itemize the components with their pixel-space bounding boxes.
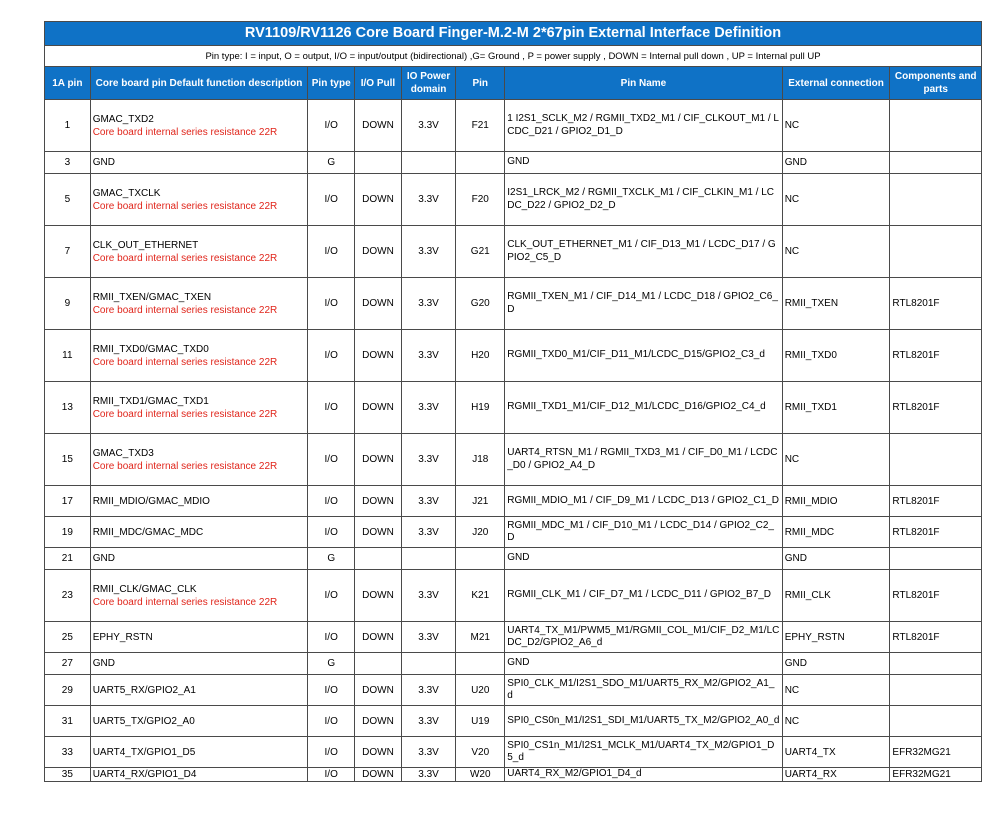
pin-name-cell: UART4_RX_M2/GPIO1_D4_d	[505, 768, 782, 782]
table-row	[45, 152, 982, 174]
external-connection-cell: NC	[782, 226, 890, 278]
io-pull-cell	[355, 152, 402, 174]
header-pin-type: Pin type	[308, 67, 355, 100]
power-domain-cell: 3.3V	[401, 675, 455, 706]
function-name: CLK_OUT_ETHERNET	[92, 239, 199, 251]
pin-type-cell: I/O	[308, 622, 355, 653]
pin-cell: W20	[456, 768, 505, 782]
function-name: RMII_TXEN/GMAC_TXEN	[92, 291, 212, 303]
table-row	[45, 226, 982, 278]
function-description-cell	[90, 548, 308, 570]
io-pull-cell: DOWN	[355, 570, 402, 622]
pin-number-cell: 15	[45, 434, 91, 486]
pin-type-cell: G	[308, 653, 355, 675]
components-cell	[890, 548, 982, 570]
pin-name-cell: GND	[505, 653, 782, 675]
function-description-cell	[90, 737, 308, 768]
pin-type-cell: I/O	[308, 226, 355, 278]
external-connection-cell: RMII_MDC	[782, 517, 890, 548]
pin-name-cell: RGMII_TXD0_M1/CIF_D11_M1/LCDC_D15/GPIO2_C3_d	[505, 330, 782, 382]
power-domain-cell: 3.3V	[401, 622, 455, 653]
components-cell: RTL8201F	[890, 382, 982, 434]
external-connection-cell: UART4_RX	[782, 768, 890, 782]
external-connection-cell: RMII_TXD1	[782, 382, 890, 434]
components-cell	[890, 174, 982, 226]
pin-cell: G20	[456, 278, 505, 330]
external-connection-cell: GND	[782, 152, 890, 174]
table-row	[45, 570, 982, 622]
function-name: UART4_TX/GPIO1_D5	[92, 746, 196, 758]
pin-cell: K21	[456, 570, 505, 622]
pin-type-cell: I/O	[308, 570, 355, 622]
io-pull-cell: DOWN	[355, 174, 402, 226]
table-row	[45, 622, 982, 653]
io-pull-cell: DOWN	[355, 622, 402, 653]
pin-type-cell: I/O	[308, 768, 355, 782]
io-pull-cell	[355, 653, 402, 675]
pin-cell: J18	[456, 434, 505, 486]
function-name: RMII_TXD0/GMAC_TXD0	[92, 343, 209, 355]
function-name: RMII_MDC/GMAC_MDC	[92, 526, 204, 538]
function-description-cell	[90, 768, 308, 782]
external-connection-cell: EPHY_RSTN	[782, 622, 890, 653]
components-cell	[890, 653, 982, 675]
pin-type-cell: I/O	[308, 100, 355, 152]
io-pull-cell: DOWN	[355, 737, 402, 768]
external-connection-cell: NC	[782, 675, 890, 706]
function-description-cell	[90, 675, 308, 706]
pin-number-cell: 9	[45, 278, 91, 330]
pin-type-cell: G	[308, 548, 355, 570]
components-cell: RTL8201F	[890, 330, 982, 382]
pin-name-cell: SPI0_CS1n_M1/I2S1_MCLK_M1/UART4_TX_M2/GPIO1_D5_d	[505, 737, 782, 768]
function-name: EPHY_RSTN	[92, 631, 153, 643]
pin-type-cell: I/O	[308, 278, 355, 330]
power-domain-cell: 3.3V	[401, 278, 455, 330]
power-domain-cell: 3.3V	[401, 226, 455, 278]
header-description: Core board pin Default function description	[90, 67, 308, 100]
io-pull-cell: DOWN	[355, 226, 402, 278]
io-pull-cell: DOWN	[355, 100, 402, 152]
function-name: UART5_TX/GPIO2_A0	[92, 715, 195, 727]
table-row	[45, 174, 982, 226]
series-resistance-note: Core board internal series resistance 22R	[92, 304, 278, 316]
power-domain-cell: 3.3V	[401, 570, 455, 622]
function-description-cell	[90, 622, 308, 653]
function-description-cell	[90, 570, 308, 622]
pin-cell: F21	[456, 100, 505, 152]
table-row	[45, 434, 982, 486]
header-pin: Pin	[456, 67, 505, 100]
components-cell	[890, 152, 982, 174]
pin-number-cell: 3	[45, 152, 91, 174]
pin-type-cell: I/O	[308, 486, 355, 517]
pin-cell: J20	[456, 517, 505, 548]
power-domain-cell	[401, 548, 455, 570]
pin-type-cell: I/O	[308, 706, 355, 737]
header-io-pull: I/O Pull	[355, 67, 402, 100]
pin-name-cell: RGMII_TXEN_M1 / CIF_D14_M1 / LCDC_D18 / GPIO2_C6_D	[505, 278, 782, 330]
function-description-cell	[90, 152, 308, 174]
components-cell	[890, 434, 982, 486]
pin-type-cell: I/O	[308, 330, 355, 382]
pin-name-cell: RGMII_MDIO_M1 / CIF_D9_M1 / LCDC_D13 / GPIO2_C1_D	[505, 486, 782, 517]
table-row	[45, 768, 982, 782]
power-domain-cell: 3.3V	[401, 174, 455, 226]
header-1a-pin: 1A pin	[45, 67, 91, 100]
pin-cell	[456, 653, 505, 675]
series-resistance-note: Core board internal series resistance 22R	[92, 408, 278, 420]
power-domain-cell: 3.3V	[401, 486, 455, 517]
pin-cell: U20	[456, 675, 505, 706]
pin-name-cell: RGMII_MDC_M1 / CIF_D10_M1 / LCDC_D14 / GPIO2_C2_D	[505, 517, 782, 548]
series-resistance-note: Core board internal series resistance 22R	[92, 460, 278, 472]
pin-number-cell: 33	[45, 737, 91, 768]
pin-number-cell: 35	[45, 768, 91, 782]
function-name: RMII_MDIO/GMAC_MDIO	[92, 495, 210, 507]
header-components: Components and parts	[890, 67, 982, 100]
series-resistance-note: Core board internal series resistance 22R	[92, 126, 278, 138]
pin-cell	[456, 152, 505, 174]
function-description-cell	[90, 517, 308, 548]
pin-cell: U19	[456, 706, 505, 737]
external-connection-cell: NC	[782, 434, 890, 486]
pin-name-cell: SPI0_CLK_M1/I2S1_SDO_M1/UART5_RX_M2/GPIO2_A1_d	[505, 675, 782, 706]
external-connection-cell: GND	[782, 653, 890, 675]
io-pull-cell: DOWN	[355, 330, 402, 382]
function-description-cell	[90, 653, 308, 675]
power-domain-cell: 3.3V	[401, 768, 455, 782]
io-pull-cell: DOWN	[355, 517, 402, 548]
external-connection-cell: RMII_TXD0	[782, 330, 890, 382]
pin-number-cell: 11	[45, 330, 91, 382]
interface-definition-table	[44, 21, 982, 782]
external-connection-cell: NC	[782, 174, 890, 226]
table-title: RV1109/RV1126 Core Board Finger-M.2-M 2*67pin External Interface Definition	[45, 22, 982, 46]
components-cell: RTL8201F	[890, 486, 982, 517]
function-name: UART4_RX/GPIO1_D4	[92, 769, 197, 780]
pin-number-cell: 1	[45, 100, 91, 152]
function-name: RMII_CLK/GMAC_CLK	[92, 583, 197, 595]
power-domain-cell: 3.3V	[401, 330, 455, 382]
series-resistance-note: Core board internal series resistance 22R	[92, 252, 278, 264]
table-row	[45, 382, 982, 434]
function-description-cell	[90, 330, 308, 382]
pin-name-cell: RGMII_TXD1_M1/CIF_D12_M1/LCDC_D16/GPIO2_C4_d	[505, 382, 782, 434]
function-name: GMAC_TXD3	[92, 447, 154, 459]
table-row	[45, 675, 982, 706]
function-name: RMII_TXD1/GMAC_TXD1	[92, 395, 209, 407]
io-pull-cell: DOWN	[355, 382, 402, 434]
pin-number-cell: 29	[45, 675, 91, 706]
pin-number-cell: 7	[45, 226, 91, 278]
components-cell: RTL8201F	[890, 278, 982, 330]
header-external-connection: External connection	[782, 67, 890, 100]
pin-name-cell: UART4_RTSN_M1 / RGMII_TXD3_M1 / CIF_D0_M1 / LCDC_D0 / GPIO2_A4_D	[505, 434, 782, 486]
pin-number-cell: 5	[45, 174, 91, 226]
io-pull-cell: DOWN	[355, 768, 402, 782]
external-connection-cell: UART4_TX	[782, 737, 890, 768]
table-row	[45, 653, 982, 675]
io-pull-cell: DOWN	[355, 706, 402, 737]
header-pin-name: Pin Name	[505, 67, 782, 100]
table-row	[45, 548, 982, 570]
pin-cell: G21	[456, 226, 505, 278]
function-description-cell	[90, 706, 308, 737]
components-cell: RTL8201F	[890, 570, 982, 622]
function-name: GND	[92, 157, 115, 168]
header-power-domain: IO Power domain	[401, 67, 455, 100]
io-pull-cell: DOWN	[355, 675, 402, 706]
io-pull-cell: DOWN	[355, 278, 402, 330]
pin-number-cell: 25	[45, 622, 91, 653]
pin-number-cell: 21	[45, 548, 91, 570]
pin-cell: V20	[456, 737, 505, 768]
function-description-cell	[90, 226, 308, 278]
function-description-cell	[90, 174, 308, 226]
pin-name-cell: UART4_TX_M1/PWM5_M1/RGMII_COL_M1/CIF_D2_M1/LCDC_D2/GPIO2_A6_d	[505, 622, 782, 653]
power-domain-cell: 3.3V	[401, 706, 455, 737]
series-resistance-note: Core board internal series resistance 22R	[92, 596, 278, 608]
pin-name-cell: I2S1_LRCK_M2 / RGMII_TXCLK_M1 / CIF_CLKIN_M1 / LCDC_D22 / GPIO2_D2_D	[505, 174, 782, 226]
function-name: GMAC_TXD2	[92, 113, 154, 125]
function-description-cell	[90, 278, 308, 330]
pin-type-cell: I/O	[308, 434, 355, 486]
external-connection-cell: RMII_TXEN	[782, 278, 890, 330]
series-resistance-note: Core board internal series resistance 22R	[92, 356, 278, 368]
series-resistance-note: Core board internal series resistance 22R	[92, 200, 278, 212]
pin-type-cell: I/O	[308, 382, 355, 434]
components-cell	[890, 226, 982, 278]
pin-name-cell: 1 I2S1_SCLK_M2 / RGMII_TXD2_M1 / CIF_CLKOUT_M1 / LCDC_D21 / GPIO2_D1_D	[505, 100, 782, 152]
pin-number-cell: 17	[45, 486, 91, 517]
components-cell: EFR32MG21	[890, 737, 982, 768]
function-name: GND	[92, 658, 115, 669]
components-cell	[890, 675, 982, 706]
pin-type-legend: Pin type: I = input, O = output, I/O = input/output (bidirectional) ,G= Ground , P = power supply , DOWN = Internal pull down , UP = Internal pull UP	[45, 46, 982, 67]
power-domain-cell: 3.3V	[401, 517, 455, 548]
power-domain-cell: 3.3V	[401, 434, 455, 486]
power-domain-cell	[401, 653, 455, 675]
pin-name-cell: SPI0_CS0n_M1/I2S1_SDI_M1/UART5_TX_M2/GPIO2_A0_d	[505, 706, 782, 737]
power-domain-cell	[401, 152, 455, 174]
pin-cell: H20	[456, 330, 505, 382]
power-domain-cell: 3.3V	[401, 382, 455, 434]
pin-number-cell: 23	[45, 570, 91, 622]
pin-cell: F20	[456, 174, 505, 226]
pin-type-cell: G	[308, 152, 355, 174]
function-description-cell	[90, 100, 308, 152]
pin-number-cell: 27	[45, 653, 91, 675]
io-pull-cell	[355, 548, 402, 570]
components-cell: EFR32MG21	[890, 768, 982, 782]
pin-type-cell: I/O	[308, 517, 355, 548]
pin-cell: H19	[456, 382, 505, 434]
function-description-cell	[90, 434, 308, 486]
external-connection-cell: RMII_CLK	[782, 570, 890, 622]
external-connection-cell: NC	[782, 100, 890, 152]
power-domain-cell: 3.3V	[401, 737, 455, 768]
pin-name-cell: CLK_OUT_ETHERNET_M1 / CIF_D13_M1 / LCDC_D17 / GPIO2_C5_D	[505, 226, 782, 278]
pin-number-cell: 13	[45, 382, 91, 434]
pin-cell: M21	[456, 622, 505, 653]
pin-number-cell: 19	[45, 517, 91, 548]
components-cell	[890, 706, 982, 737]
function-name: GND	[92, 553, 115, 564]
pin-cell: J21	[456, 486, 505, 517]
pin-name-cell: GND	[505, 548, 782, 570]
external-connection-cell: NC	[782, 706, 890, 737]
function-name: GMAC_TXCLK	[92, 187, 161, 199]
function-description-cell	[90, 382, 308, 434]
pin-name-cell: GND	[505, 152, 782, 174]
table-row	[45, 517, 982, 548]
table-row	[45, 486, 982, 517]
external-connection-cell: RMII_MDIO	[782, 486, 890, 517]
table-row	[45, 100, 982, 152]
table-row	[45, 737, 982, 768]
components-cell: RTL8201F	[890, 622, 982, 653]
pin-cell	[456, 548, 505, 570]
components-cell	[890, 100, 982, 152]
components-cell: RTL8201F	[890, 517, 982, 548]
power-domain-cell: 3.3V	[401, 100, 455, 152]
external-connection-cell: GND	[782, 548, 890, 570]
pin-number-cell: 31	[45, 706, 91, 737]
pin-name-cell: RGMII_CLK_M1 / CIF_D7_M1 / LCDC_D11 / GPIO2_B7_D	[505, 570, 782, 622]
function-description-cell	[90, 486, 308, 517]
table-row	[45, 330, 982, 382]
pin-type-cell: I/O	[308, 675, 355, 706]
table-row	[45, 706, 982, 737]
io-pull-cell: DOWN	[355, 434, 402, 486]
function-name: UART5_RX/GPIO2_A1	[92, 684, 196, 696]
io-pull-cell: DOWN	[355, 486, 402, 517]
pin-type-cell: I/O	[308, 174, 355, 226]
table-row	[45, 278, 982, 330]
pin-type-cell: I/O	[308, 737, 355, 768]
